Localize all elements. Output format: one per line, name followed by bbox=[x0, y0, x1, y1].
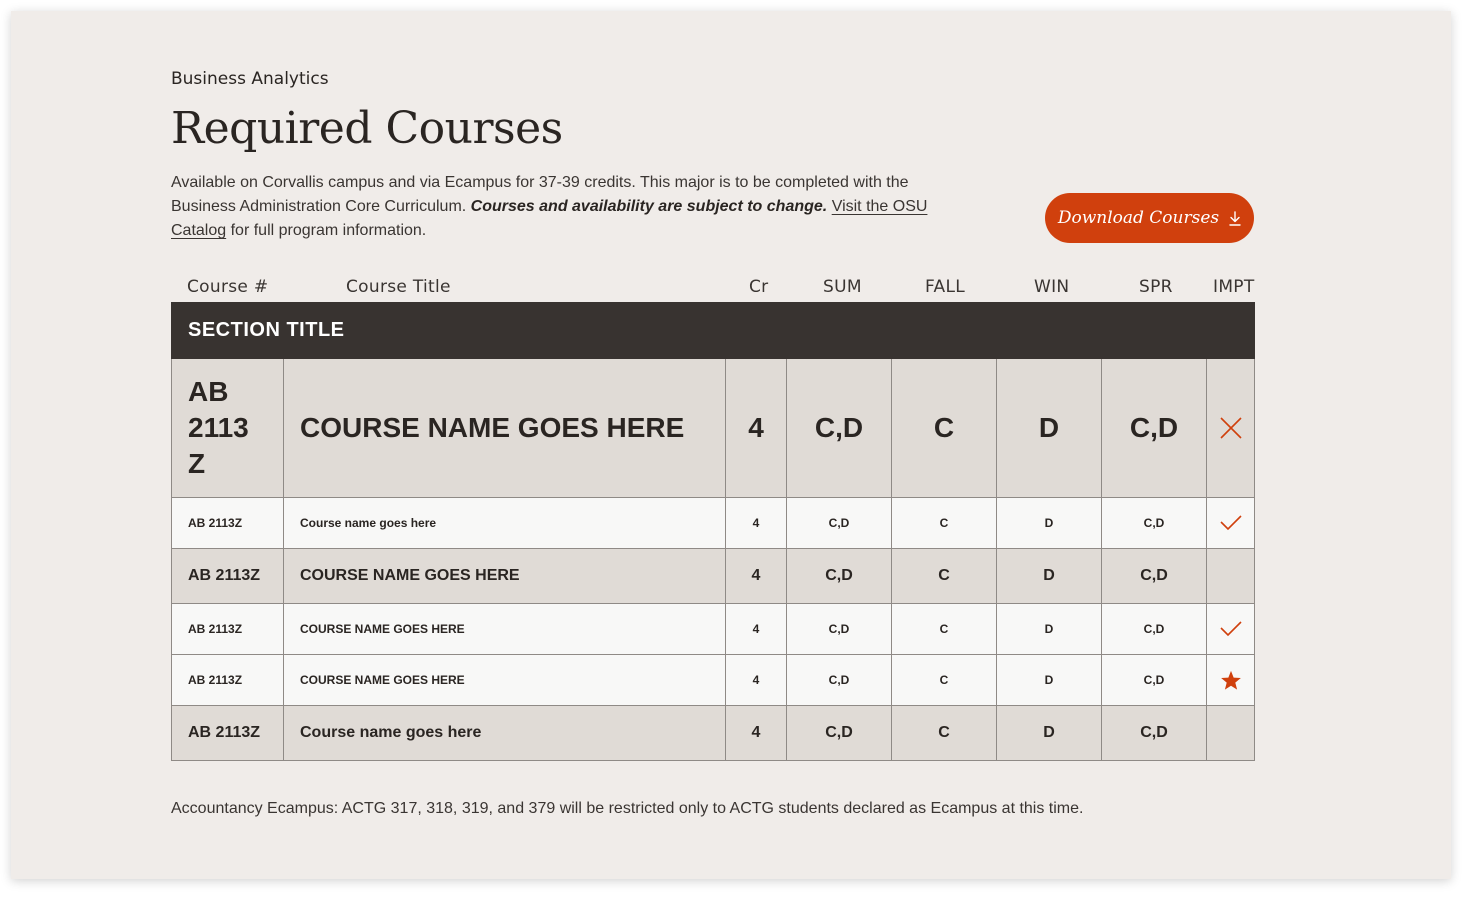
course-number bbox=[172, 359, 284, 498]
required-courses-card bbox=[11, 11, 1451, 879]
course-title: Course name goes here bbox=[284, 706, 726, 761]
course-title: COURSE NAME GOES HERE bbox=[284, 655, 726, 706]
course-fall: C bbox=[892, 549, 997, 604]
course-credits: 4 bbox=[726, 549, 787, 604]
download-courses-label: Download Courses bbox=[1057, 208, 1220, 228]
col-header-impt: IMPT bbox=[1213, 277, 1255, 297]
course-impt bbox=[1207, 604, 1255, 655]
course-title: COURSE NAME GOES HERE bbox=[284, 549, 726, 604]
course-fall: C bbox=[892, 655, 997, 706]
course-spr: C,D bbox=[1102, 604, 1207, 655]
course-win: D bbox=[997, 549, 1102, 604]
col-header-fall: FALL bbox=[925, 277, 965, 297]
course-win: D bbox=[997, 655, 1102, 706]
availability-disclaimer: Courses and availability are subject to change. bbox=[470, 198, 828, 215]
star-icon bbox=[1220, 670, 1242, 691]
course-impt bbox=[1207, 655, 1255, 706]
program-eyebrow: Business Analytics bbox=[171, 69, 329, 89]
course-win: D bbox=[997, 498, 1102, 549]
col-header-course-title: Course Title bbox=[346, 277, 451, 297]
table-row bbox=[172, 706, 1255, 761]
course-credits: 4 bbox=[726, 655, 787, 706]
course-impt bbox=[1207, 706, 1255, 761]
col-header-credits: Cr bbox=[749, 277, 769, 297]
col-header-win: WIN bbox=[1034, 277, 1070, 297]
course-fall: C bbox=[892, 706, 997, 761]
courses-table bbox=[171, 302, 1255, 761]
course-spr: C,D bbox=[1102, 498, 1207, 549]
course-fall: C bbox=[892, 604, 997, 655]
table-row bbox=[172, 359, 1255, 498]
check-icon bbox=[1219, 514, 1243, 532]
course-impt bbox=[1207, 498, 1255, 549]
course-sum: C,D bbox=[787, 604, 892, 655]
footnote: Accountancy Ecampus: ACTG 317, 318, 319, and 379 will be restricted only to ACTG students declared as Ecampus at this time. bbox=[171, 800, 1084, 817]
course-spr: C,D bbox=[1102, 706, 1207, 761]
check-icon bbox=[1219, 620, 1243, 638]
course-credits: 4 bbox=[726, 498, 787, 549]
course-sum: C,D bbox=[787, 549, 892, 604]
course-win: D bbox=[997, 359, 1102, 498]
course-credits: 4 bbox=[726, 359, 787, 498]
course-sum: C,D bbox=[787, 359, 892, 498]
course-title: COURSE NAME GOES HERE bbox=[284, 604, 726, 655]
course-sum: C,D bbox=[787, 498, 892, 549]
description-text: Available on Corvallis campus and via Ecampus for 37-39 credits. This major is to be completed with the Business Administration Core Curriculum. bbox=[171, 174, 909, 215]
table-row bbox=[172, 549, 1255, 604]
col-header-sum: SUM bbox=[823, 277, 862, 297]
course-number: AB 2113Z bbox=[172, 549, 284, 604]
course-credits: 4 bbox=[726, 604, 787, 655]
col-header-spr: SPR bbox=[1139, 277, 1173, 297]
course-spr: C,D bbox=[1102, 549, 1207, 604]
course-sum: C,D bbox=[787, 706, 892, 761]
course-impt bbox=[1207, 359, 1255, 498]
course-number: AB 2113Z bbox=[172, 498, 284, 549]
course-credits: 4 bbox=[726, 706, 787, 761]
x-icon bbox=[1219, 416, 1243, 440]
download-courses-button[interactable] bbox=[1045, 193, 1254, 243]
table-row bbox=[172, 498, 1255, 549]
course-spr: C,D bbox=[1102, 655, 1207, 706]
course-number: AB 2113Z bbox=[172, 604, 284, 655]
table-row bbox=[172, 655, 1255, 706]
col-header-course-num: Course # bbox=[187, 277, 269, 297]
course-impt bbox=[1207, 549, 1255, 604]
course-title: COURSE NAME GOES HERE bbox=[284, 359, 726, 498]
section-title-row bbox=[172, 303, 1255, 359]
table-row bbox=[172, 604, 1255, 655]
course-title: Course name goes here bbox=[284, 498, 726, 549]
course-number: AB 2113Z bbox=[172, 706, 284, 761]
program-description bbox=[171, 171, 971, 243]
course-number: AB 2113Z bbox=[172, 655, 284, 706]
course-number-text: AB 2113 Z bbox=[188, 376, 249, 479]
course-win: D bbox=[997, 604, 1102, 655]
download-icon bbox=[1229, 211, 1241, 226]
course-fall: C bbox=[892, 498, 997, 549]
course-fall: C bbox=[892, 359, 997, 498]
description-suffix: for full program information. bbox=[226, 222, 427, 239]
osu-catalog-link[interactable]: Visit the OSU Catalog bbox=[171, 198, 928, 239]
course-sum: C,D bbox=[787, 655, 892, 706]
section-title: SECTION TITLE bbox=[172, 303, 1255, 359]
page-title: Required Courses bbox=[171, 103, 563, 154]
course-win: D bbox=[997, 706, 1102, 761]
course-spr: C,D bbox=[1102, 359, 1207, 498]
